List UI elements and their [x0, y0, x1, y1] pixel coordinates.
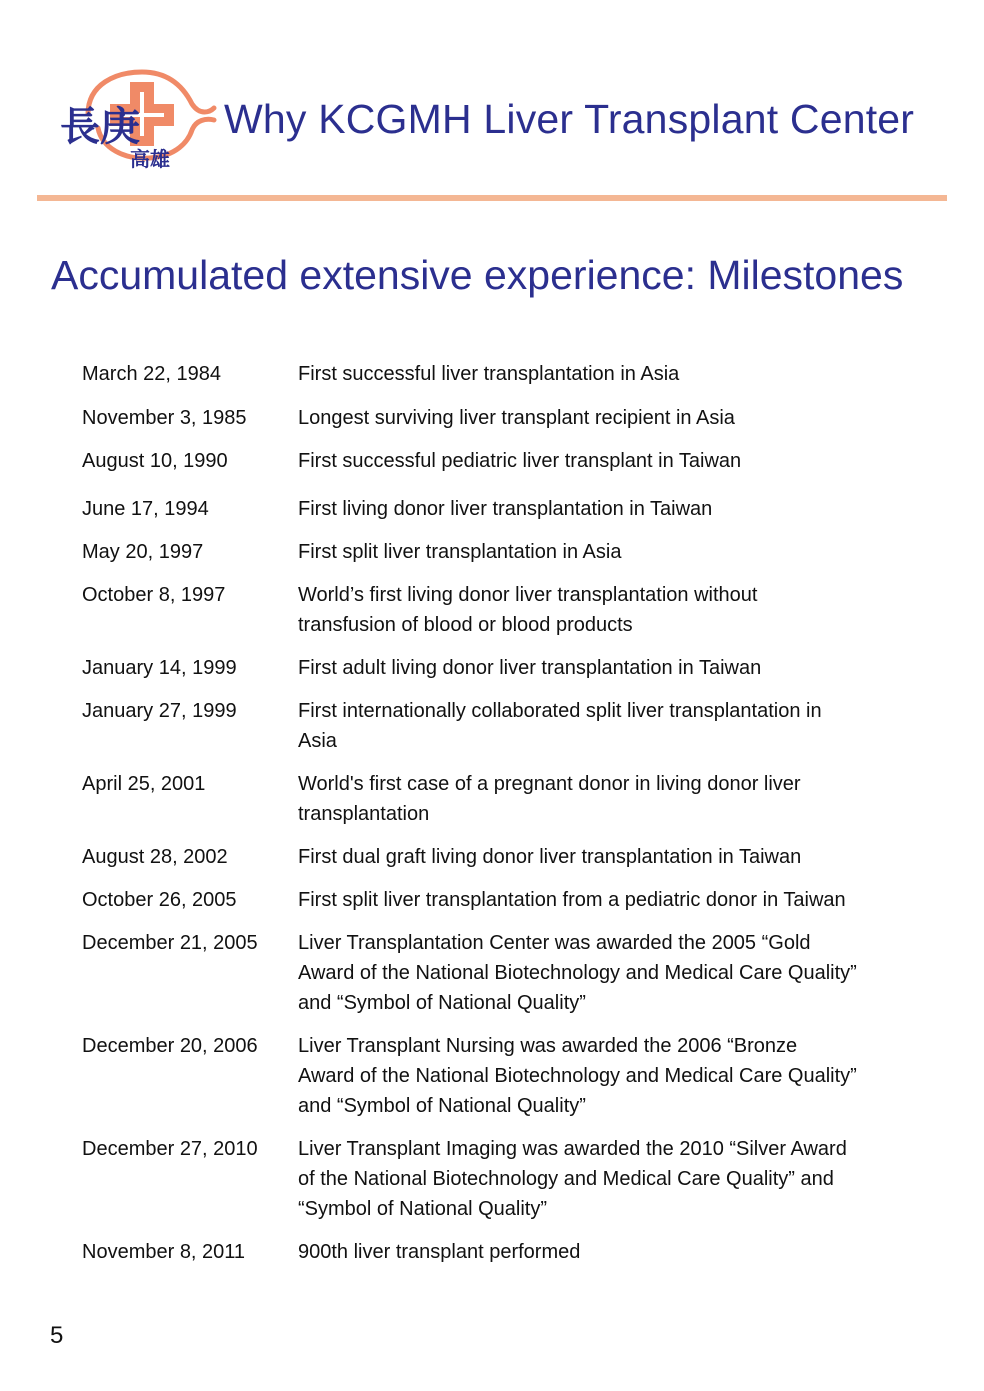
milestone-description-line: Liver Transplant Nursing was awarded the 2006 “Bronze: [298, 1035, 798, 1057]
milestone-description: [298, 494, 908, 524]
milestone-row: [82, 1134, 922, 1224]
milestone-description: [298, 446, 908, 476]
milestone-date: May 20, 1997: [82, 541, 204, 563]
milestone-description: [298, 1134, 908, 1224]
section-title: Accumulated extensive experience: Milestones: [51, 252, 904, 298]
milestone-description-line: Asia: [298, 730, 337, 752]
hospital-logo: [58, 68, 218, 170]
milestone-date: October 8, 1997: [82, 584, 226, 606]
milestone-row: [82, 403, 922, 433]
milestone-description-line: First split liver transplantation from a pediatric donor in Taiwan: [298, 889, 846, 911]
milestone-description: [298, 580, 908, 640]
milestone-row: [82, 885, 922, 915]
milestone-description-line: and “Symbol of National Quality”: [298, 992, 586, 1014]
milestone-description: [298, 1031, 908, 1121]
milestone-date: June 17, 1994: [82, 498, 209, 520]
milestone-description-line: First successful pediatric liver transplant in Taiwan: [298, 450, 742, 472]
milestone-date: December 21, 2005: [82, 932, 258, 954]
milestone-row: [82, 653, 922, 683]
milestone-description: [298, 537, 908, 567]
milestone-description: [298, 403, 908, 433]
header-divider: [37, 195, 947, 201]
milestone-row: [82, 1237, 922, 1267]
header-title: Why KCGMH Liver Transplant Center: [224, 96, 915, 142]
milestone-description-line: Award of the National Biotechnology and Medical Care Quality”: [298, 962, 857, 984]
cross-logo-icon: [58, 68, 218, 170]
milestone-date: December 27, 2010: [82, 1138, 258, 1160]
milestone-date: January 14, 1999: [82, 657, 237, 679]
milestone-description-line: 900th liver transplant performed: [298, 1241, 581, 1263]
milestone-date: August 28, 2002: [82, 846, 228, 868]
milestone-description-line: transplantation: [298, 803, 430, 825]
milestone-description-line: “Symbol of National Quality”: [298, 1198, 547, 1220]
milestone-row: [82, 359, 922, 389]
milestone-description: [298, 928, 908, 1018]
milestone-description-line: First internationally collaborated split liver transplantation in: [298, 700, 822, 722]
milestone-description-line: First living donor liver transplantation in Taiwan: [298, 498, 713, 520]
milestone-date: January 27, 1999: [82, 700, 237, 722]
milestone-description: [298, 653, 908, 683]
milestone-row: [82, 842, 922, 872]
milestone-description-line: First adult living donor liver transplantation in Taiwan: [298, 657, 762, 679]
milestone-row: [82, 494, 922, 524]
milestones-list: [82, 346, 922, 1267]
milestone-description-line: First split liver transplantation in Asia: [298, 541, 622, 563]
milestone-description-line: Award of the National Biotechnology and Medical Care Quality”: [298, 1065, 857, 1087]
logo-sub-text: 高雄: [130, 147, 170, 170]
milestone-description: [298, 1237, 908, 1267]
milestone-date: December 20, 2006: [82, 1035, 258, 1057]
milestone-description: [298, 769, 908, 829]
milestone-description-line: transfusion of blood or blood products: [298, 614, 633, 636]
milestone-description: [298, 696, 908, 756]
logo-main-text: 長庚: [60, 103, 140, 150]
milestone-date: March 22, 1984: [82, 363, 221, 385]
milestone-description: [298, 842, 908, 872]
milestone-description-line: First dual graft living donor liver transplantation in Taiwan: [298, 846, 802, 868]
milestone-description-line: World’s first living donor liver transplantation without: [298, 584, 758, 606]
milestone-row: [82, 580, 922, 640]
milestone-row: [82, 446, 922, 476]
milestone-date: November 8, 2011: [82, 1241, 246, 1263]
milestone-date: October 26, 2005: [82, 889, 237, 911]
milestone-description: [298, 359, 908, 389]
milestone-description-line: First successful liver transplantation in Asia: [298, 363, 680, 385]
milestone-row: [82, 928, 922, 1018]
milestone-description-line: Longest surviving liver transplant recipient in Asia: [298, 407, 735, 429]
milestone-description: [298, 885, 908, 915]
milestone-row: [82, 1031, 922, 1121]
milestone-row: [82, 769, 922, 829]
milestone-row: [82, 537, 922, 567]
milestone-date: August 10, 1990: [82, 450, 228, 472]
milestone-description-line: of the National Biotechnology and Medical Care Quality” and: [298, 1168, 834, 1190]
milestone-description-line: Liver Transplantation Center was awarded the 2005 “Gold: [298, 932, 811, 954]
milestone-description-line: and “Symbol of National Quality”: [298, 1095, 586, 1117]
milestone-row: [82, 696, 922, 756]
milestone-date: November 3, 1985: [82, 407, 247, 429]
milestone-date: April 25, 2001: [82, 773, 206, 795]
milestone-description-line: World's first case of a pregnant donor in living donor liver: [298, 773, 801, 795]
milestone-description-line: Liver Transplant Imaging was awarded the 2010 “Silver Award: [298, 1138, 847, 1160]
page-number: 5: [50, 1322, 64, 1349]
